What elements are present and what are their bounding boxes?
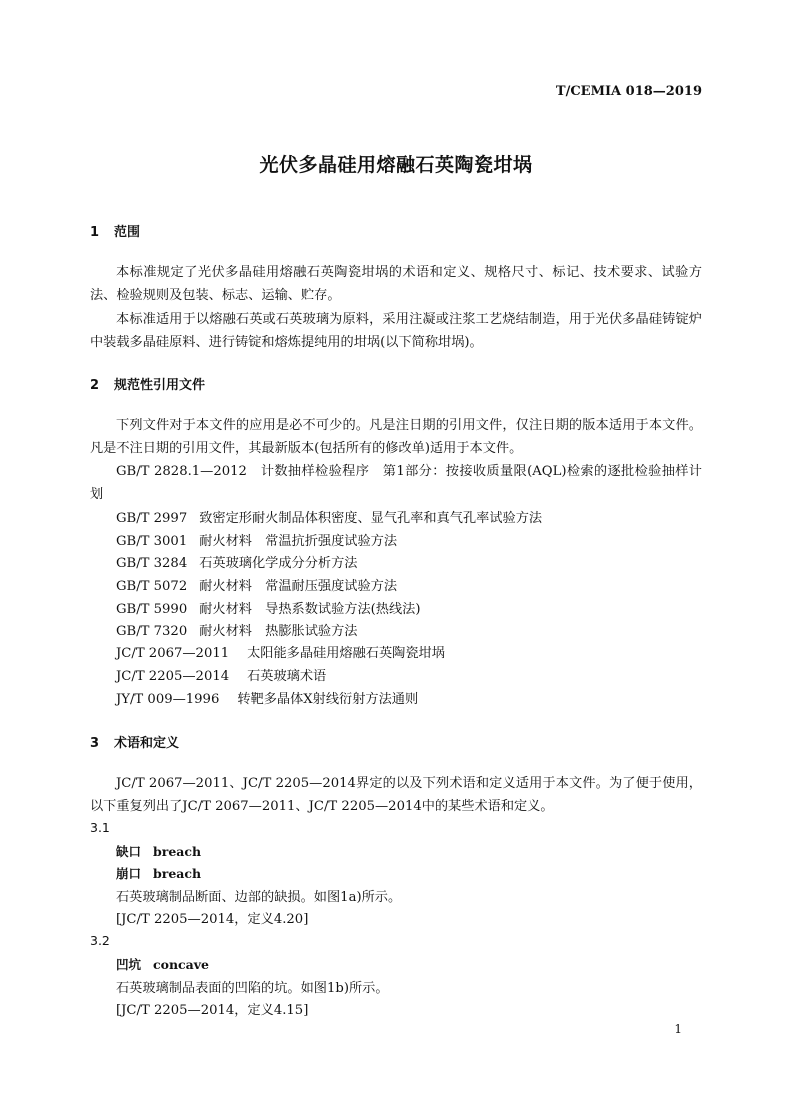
reference-item: GB/T 3001 耐火材料 常温抗折强度试验方法 [116, 534, 398, 549]
section-1-paragraph-2: 本标准适用于以熔融石英或石英玻璃为原料，采用注凝或注浆工艺烧结制造，用于光伏多晶硅铸锭炉中装载多晶硅原料、进行铸锭和熔炼提纯用的坩埚(以下简称坩埚)。 [90, 312, 702, 350]
reference-item: GB/T 5072 耐火材料 常温耐压强度试验方法 [116, 579, 398, 594]
term-number: 3.1 [90, 820, 110, 835]
section-1-heading: 1 范围 [90, 225, 141, 240]
term-definition: 石英玻璃制品表面的凹陷的坑。如图1b)所示。 [116, 981, 389, 996]
reference-item: JC/T 2067—2011 太阳能多晶硅用熔融石英陶瓷坩埚 [116, 646, 445, 661]
reference-item: GB/T 7320 耐火材料 热膨胀试验方法 [116, 624, 358, 639]
term-heading-alt: 崩口 breach [116, 866, 202, 881]
section-2-intro: 下列文件对于本文件的应用是必不可少的。凡是注日期的引用文件，仅注日期的版本适用于本文件。凡是不注日期的引用文件，其最新版本(包括所有的修改单)适用于本文件。 [90, 418, 702, 456]
reference-item: GB/T 3284 石英玻璃化学成分分析方法 [116, 556, 358, 571]
term-heading: 凹坑 concave [116, 957, 209, 972]
reference-item: JY/T 009—1996 转靶多晶体X射线衍射方法通则 [116, 692, 419, 707]
term-source: [JC/T 2205—2014，定义4.15] [116, 1003, 309, 1018]
section-3-intro: JC/T 2067—2011、JC/T 2205—2014界定的以及下列术语和定义适用于本文件。为了便于使用，以下重复列出了JC/T 2067—2011、JC/T 2205—2014中的某些术语和定义。 [90, 776, 702, 814]
reference-item: GB/T 5990 耐火材料 导热系数试验方法(热线法) [116, 602, 421, 617]
reference-item: JC/T 2205—2014 石英玻璃术语 [116, 669, 327, 684]
section-1-paragraph-1: 本标准规定了光伏多晶硅用熔融石英陶瓷坩埚的术语和定义、规格尺寸、标记、技术要求、试验方法、检验规则及包装、标志、运输、贮存。 [90, 265, 702, 303]
term-heading: 缺口 breach [116, 844, 202, 859]
term-definition: 石英玻璃制品断面、边部的缺损。如图1a)所示。 [116, 890, 402, 905]
document-title: 光伏多晶硅用熔融石英陶瓷坩埚 [259, 154, 533, 176]
section-2-heading: 2 规范性引用文件 [90, 378, 206, 393]
section-3-heading: 3 术语和定义 [90, 736, 180, 751]
standard-code: T/CEMIA 018—2019 [555, 84, 702, 99]
term-number: 3.2 [90, 933, 110, 948]
page-number: 1 [674, 1022, 682, 1036]
reference-item: GB/T 2997 致密定形耐火制品体积密度、显气孔率和真气孔率试验方法 [116, 511, 543, 526]
term-source: [JC/T 2205—2014，定义4.20] [116, 912, 309, 927]
reference-gb-2828: GB/T 2828.1—2012 计数抽样检验程序 第1部分：按接收质量限(AQL)检索的逐批检验抽样计划 [90, 464, 702, 502]
